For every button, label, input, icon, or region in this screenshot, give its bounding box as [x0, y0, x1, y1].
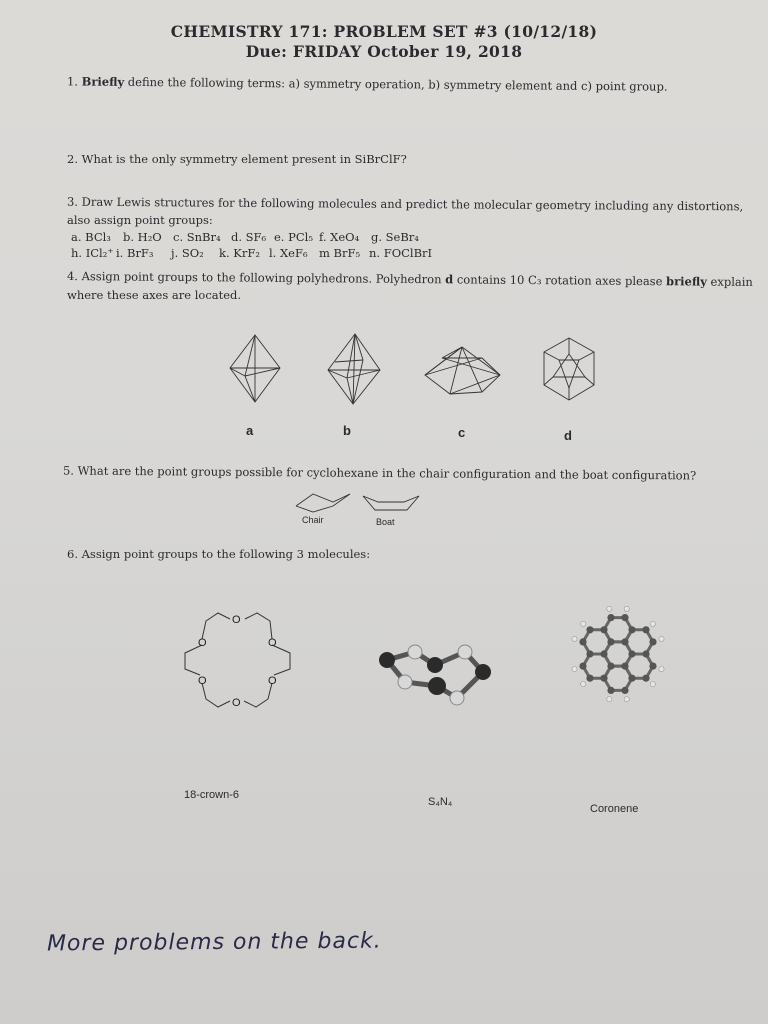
carbon-atom — [579, 638, 586, 645]
carbon-atom — [586, 675, 593, 682]
polyhedron-a-drawing — [225, 330, 285, 410]
carbon-atom — [621, 687, 628, 694]
oxygen-atom: O — [198, 637, 207, 649]
molecule-item: i. BrF₃ — [116, 246, 154, 260]
hydrogen-atom — [624, 697, 629, 702]
question-4-line-1 — [67, 269, 753, 289]
oxygen-atom: O — [232, 614, 241, 626]
coronene-ring — [625, 630, 653, 654]
crown-ether-drawing — [180, 603, 295, 718]
carbon-atom — [586, 626, 593, 633]
molecule-item: n. FOClBrI — [369, 246, 433, 260]
question-6: 6. Assign point groups to the following 3 molecules: — [67, 547, 371, 561]
coronene-ring — [583, 654, 611, 678]
hydrogen-atom — [607, 606, 612, 611]
molecule-item: h. ICl₂⁺ — [71, 246, 114, 260]
coronene-label: Coronene — [590, 803, 639, 815]
carbon-atom — [628, 650, 635, 657]
molecule-item: a. BCl₃ — [71, 230, 111, 244]
carbon-atom — [586, 650, 593, 657]
hydrogen-atom — [659, 667, 664, 672]
cyclohexane-boat-drawing — [360, 490, 422, 516]
carbon-atom — [607, 638, 614, 645]
molecule-item: j. SO₂ — [171, 246, 204, 260]
crown-ether-label: 18-crown-6 — [184, 789, 240, 801]
carbon-atom — [621, 638, 628, 645]
question-1-bold: Briefly — [81, 74, 125, 89]
molecule-item: b. H₂O — [123, 230, 162, 244]
carbon-atom — [607, 614, 614, 621]
s4n4-drawing — [375, 630, 495, 710]
oxygen-atom: O — [268, 675, 277, 687]
polyhedron-b-drawing — [323, 330, 383, 410]
hydrogen-atom — [581, 621, 586, 626]
molecule-item: d. SF₆ — [231, 230, 267, 244]
carbon-atom — [607, 663, 614, 670]
hydrogen-atom — [581, 682, 586, 687]
polyhedron-c-label: c — [458, 425, 466, 440]
question-4-bold: briefly — [666, 274, 707, 289]
question-4-line-2: where these axes are located. — [67, 288, 242, 302]
molecule-item: g. SeBr₄ — [371, 230, 419, 244]
molecule-item: c. SnBr₄ — [173, 230, 221, 244]
carbon-atom — [621, 663, 628, 670]
polyhedron-c-drawing — [420, 342, 505, 402]
chair-label: Chair — [302, 515, 324, 525]
carbon-atom — [649, 663, 656, 670]
hydrogen-atom — [650, 682, 655, 687]
carbon-atom — [600, 626, 607, 633]
carbon-atom — [600, 675, 607, 682]
question-1-text: define the following terms: a) symmetry operation, b) symmetry element and c) point group. — [127, 74, 668, 94]
molecule-item: k. KrF₂ — [219, 246, 260, 260]
hydrogen-atom — [650, 621, 655, 626]
carbon-atom — [649, 638, 656, 645]
carbon-atom — [628, 626, 635, 633]
molecule-item: f. XeO₄ — [319, 230, 360, 244]
question-3-line-2: also assign point groups: — [67, 213, 213, 227]
question-2: 2. What is the only symmetry element present in SiBrClF? — [67, 152, 407, 166]
polyhedron-b-label: b — [343, 423, 351, 438]
question-4-text: 4. Assign point groups to the following polyhedrons. Polyhedron — [66, 269, 442, 287]
boat-label: Boat — [376, 517, 395, 527]
question-4-text-end: explain — [710, 274, 753, 289]
oxygen-atom: O — [268, 637, 277, 649]
question-4-text-mid: contains 10 C₃ rotation axes please — [456, 272, 663, 289]
carbon-atom — [607, 687, 614, 694]
page-title: CHEMISTRY 171: PROBLEM SET #3 (10/12/18) — [170, 22, 598, 41]
carbon-atom — [600, 650, 607, 657]
question-3-line-1: 3. Draw Lewis structures for the following molecules and predict the molecular geometry including any distortions, — [66, 194, 744, 214]
molecule-item: l. XeF₆ — [269, 246, 308, 260]
carbon-atom — [621, 614, 628, 621]
polyhedron-a-label: a — [246, 423, 254, 438]
carbon-atom — [642, 675, 649, 682]
hydrogen-atom — [572, 667, 577, 672]
due-date: Due: FRIDAY October 19, 2018 — [245, 42, 523, 61]
hydrogen-atom — [659, 636, 664, 641]
hydrogen-atom — [607, 697, 612, 702]
molecule-item: m BrF₅ — [319, 246, 361, 260]
handwritten-note: More problems on the back. — [46, 928, 382, 957]
polyhedron-d-label: d — [564, 428, 572, 443]
question-1-number: 1. — [66, 74, 79, 89]
oxygen-atom: O — [232, 697, 241, 709]
cyclohexane-chair-drawing — [293, 490, 353, 516]
s4n4-label: S₄N₄ — [428, 796, 453, 808]
carbon-atom — [579, 663, 586, 670]
question-1 — [67, 74, 668, 93]
question-4-polyhedron-d: d — [445, 272, 454, 287]
carbon-atom — [642, 626, 649, 633]
coronene-drawing — [543, 592, 693, 717]
polyhedron-d-drawing — [537, 330, 601, 410]
carbon-atom — [642, 650, 649, 657]
hydrogen-atom — [624, 606, 629, 611]
question-5: 5. What are the point groups possible for cyclohexane in the chair configuration and the boat configuration? — [62, 463, 697, 483]
carbon-atom — [628, 675, 635, 682]
oxygen-atom: O — [198, 675, 207, 687]
hydrogen-atom — [572, 636, 577, 641]
molecule-item: e. PCl₅ — [274, 230, 313, 244]
